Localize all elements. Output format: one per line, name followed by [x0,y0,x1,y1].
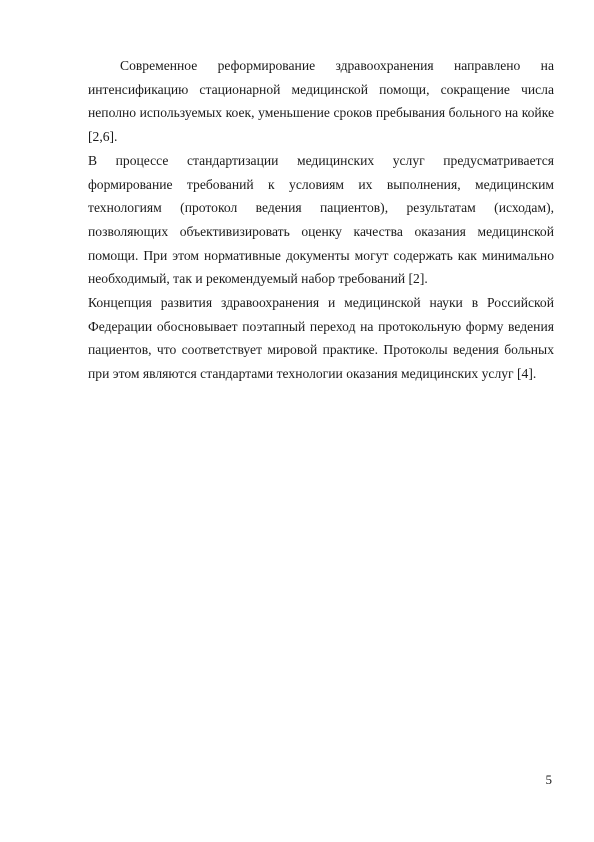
paragraph-2: В процессе стандартизации медицинских услуг предусматривается формирование требований к условиям их выполнения, медицинским технологиям (протокол ведения пациентов), результатам (исходам), позволяющих объективизировать оценку качества оказания медицинской помощи. При этом нормативные документы могут содержать как минимально необходимый, так и рекомендуемый набор требований [2]. [88,152,554,287]
paragraph-1: Современное реформирование здравоохранения направлено на интенсификацию стационарной медицинской помощи, сокращение числа неполно используемых коек, уменьшение сроков пребывания больного на койке [2,6]. [88,58,554,145]
body-text [88,54,554,386]
page-number: 5 [545,772,552,787]
paragraph-3: Концепция развития здравоохранения и медицинской науки в Российской Федерации обосновывает поэтапный переход на протокольную форму ведения пациентов, что соответствует мировой практике. Протоколы ведения больных при этом являются стандартами технологии оказания медицинских услуг [4]. [88,295,554,382]
